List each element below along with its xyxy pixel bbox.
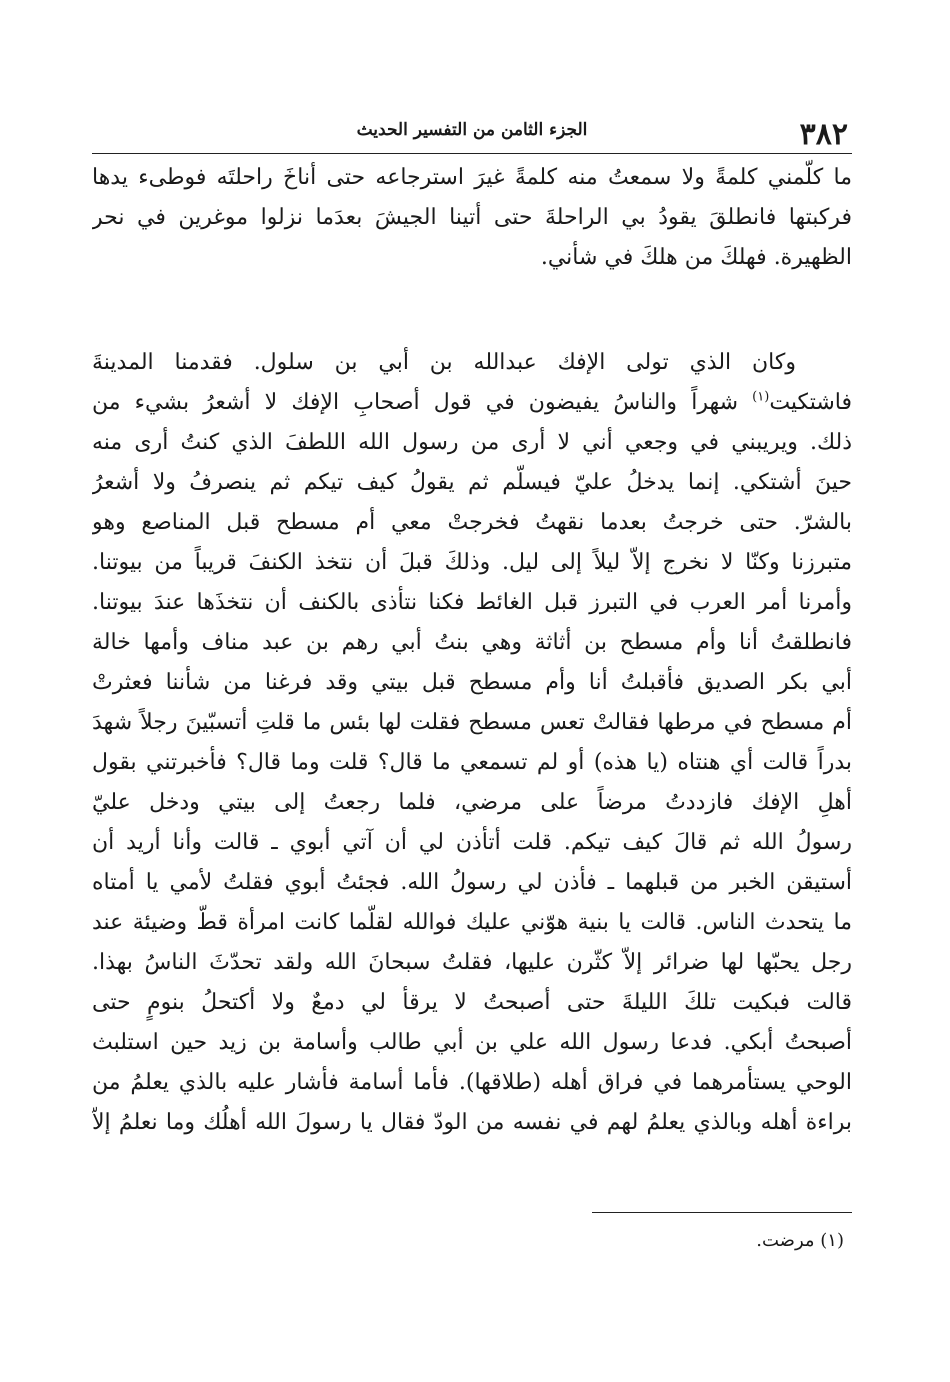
text-line: حينَ أشتكي. إنما يدخلُ عليّ فيسلّم ثم يقولُ كيف تيكم ثم ينصرفُ ولا أشعرُ [92, 470, 852, 495]
page-number: ٣٨٢ [799, 117, 848, 152]
text-line: الوحي يستأمرهما في فراق أهله (طلاقها). فأما أسامة فأشار عليه بالذي يعلمُ من [92, 1070, 852, 1095]
paragraph-2 [92, 343, 852, 1143]
text-line: أم مسطح في مرطها فقالتْ تعس مسطح فقلت لها بئس ما قلتِ أتسبّينَ رجلاً شهدَ [92, 710, 852, 735]
text-line: متبرزنا وكنّا لا نخرج إلاّ ليلاً إلى ليل. وذلكَ قبلَ أن نتخذ الكنفَ قريباً من بيوتنا. [92, 550, 852, 575]
footnote-rule [592, 1212, 852, 1213]
text-line: فركبتها فانطلقَ يقودُ بي الراحلةَ حتى أتينا الجيشَ بعدَما نزلوا موغرين في نحر [92, 205, 852, 230]
paragraph-1 [92, 158, 852, 278]
footnote-marker: (١) [820, 1230, 844, 1251]
text-line: رجل يحبّها لها ضرائر إلاّ كثّرن عليها، فقلتُ سبحانَ الله ولقد تحدّثَ الناسُ بهذا. [92, 950, 852, 975]
footnote-text: مرضت. [756, 1230, 815, 1251]
text-line: ذلك. ويريبني في وجعي أني لا أرى من رسول الله اللطفَ الذي كنتُ أرى منه [92, 430, 852, 455]
text-line: أستيقن الخبر من قبلهما ـ فأذن لي رسولُ الله. فجئتُ أبوي فقلتُ لأمي يا أمتاه [92, 870, 852, 895]
text-line: أبي بكر الصديق فأقبلتُ أنا وأم مسطح قبل بيتي وقد فرغنا من شأننا فعثرتْ [92, 670, 852, 695]
text-line: الظهيرة. فهلكَ من هلكَ في شأني. [540, 245, 852, 270]
page-header [92, 112, 852, 154]
text-line: وكان الذي تولى الإفك عبدالله بن أبي بن سلول. فقدمنا المدينةَ [92, 350, 796, 375]
text-line: براءة أهله وبالذي يعلمُ لهم في نفسه من الودّ فقال يا رسولَ الله أهلُك وما نعلمُ إلاّ [92, 1110, 852, 1135]
header-rule [92, 153, 852, 154]
footnote [92, 1226, 844, 1256]
text-line: بالشرّ. حتى خرجتُ بعدما نقهتُ فخرجتْ معي أم مسطح قبل المناصع وهو [92, 510, 852, 535]
text-line: قالت فبكيت تلكَ الليلةَ حتى أصبحتُ لا يرقأ لي دمعٌ ولا أكتحلُ بنومٍ حتى [92, 990, 852, 1015]
text-line: رسولُ الله ثم قالَ كيف تيكم. قلت أتأذن لي أن آتي أبوي ـ قالت وأنا أريد أن [92, 830, 852, 855]
text-line: فانطلقتُ أنا وأم مسطح بن أثاثة وهي بنتُ أبي رهم بن عبد مناف وأمها خالة [92, 630, 852, 655]
text-line: أصبحتُ أبكي. فدعا رسول الله علي بن أبي طالب وأسامة بن زيد حين استلبث [92, 1030, 852, 1055]
footnote-anchor-word: فاشتكيت [769, 390, 852, 415]
running-title: الجزء الثامن من التفسير الحديث [356, 120, 588, 140]
text-line: وأمرنا أمر العرب في التبرز قبل الغائط فكنا نتأذى بالكنف أن نتخذَها عندَ بيوتنا. [92, 590, 852, 615]
line-continuation: شهراً والناسُ يفيضون في قول أصحابِ الإفك لا أشعرُ بشيء من [92, 390, 753, 415]
text-line: بدراً قالت أي هنتاه (يا هذه) أو لم تسمعي ما قال؟ قلت وما قال؟ فأخبرتني بقول [92, 750, 852, 775]
text-line: أهلِ الإفك فازددتُ مرضاً على مرضي، فلما رجعتُ إلى بيتي ودخل عليّ [92, 790, 852, 815]
footnote-reference[interactable]: (١) [752, 389, 770, 405]
text-line-with-footnote-ref [92, 383, 852, 423]
text-line: ما يتحدث الناس. قالت يا بنية هوّني عليك فوالله لقلّما كانت امرأة قطّ وضيئة عند [92, 910, 852, 935]
text-line: ما كلّمني كلمةً ولا سمعتُ منه كلمةً غيرَ استرجاعه حتى أناخَ راحلتَه فوطىء يدها [92, 165, 852, 190]
